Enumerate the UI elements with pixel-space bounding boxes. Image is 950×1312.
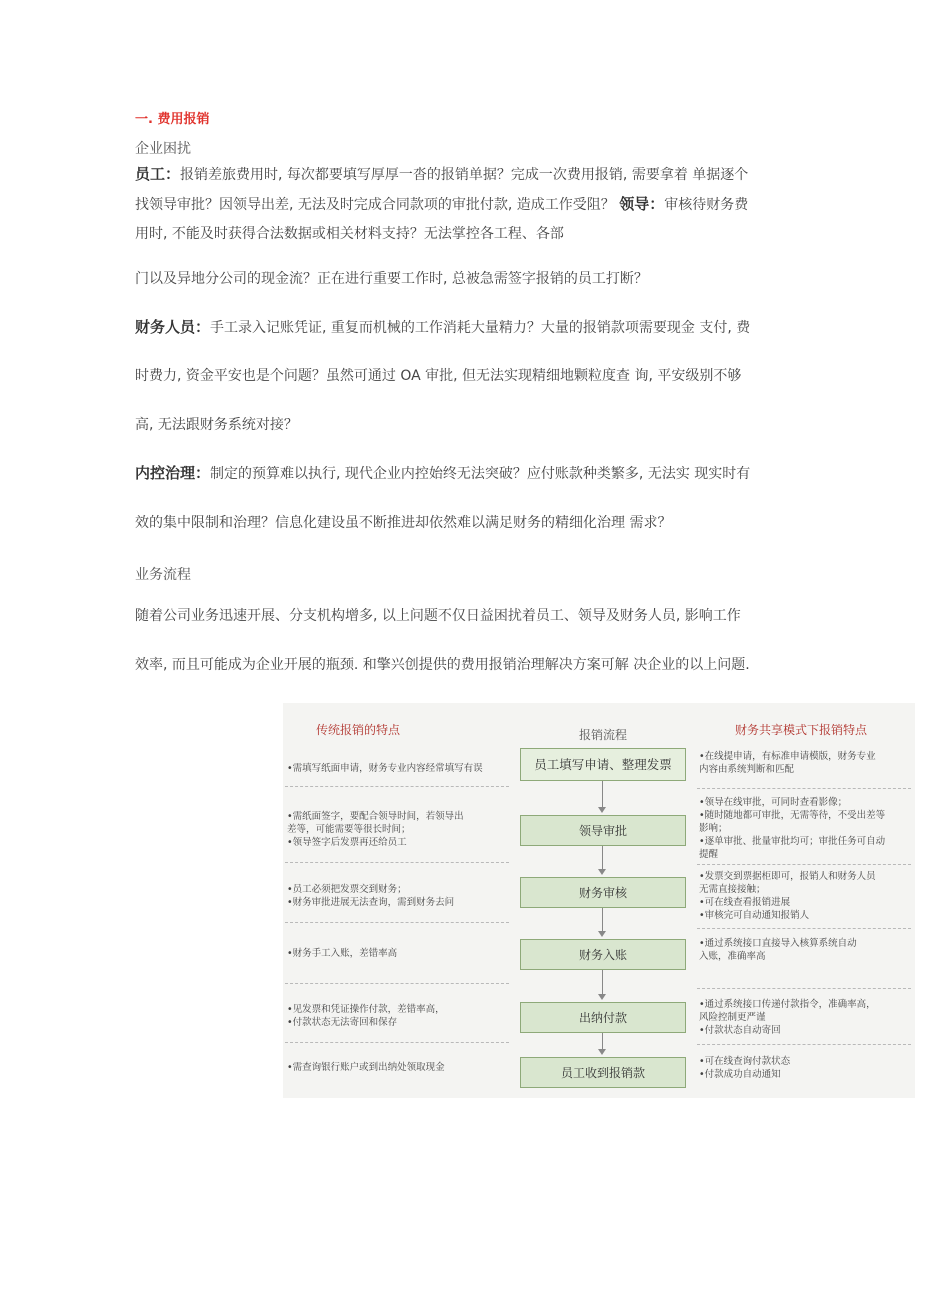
para3-line2: 效的集中限制和治理？信息化建设虽不断推进却依然难以满足财务的精细化治理 需求？ bbox=[135, 515, 672, 531]
para1-line1-text: 报销差旅费用时, 每次都要填写厚厚一沓的报销单据？完成一次费用报销, 需要拿着 单据逐个 bbox=[180, 167, 749, 183]
arrow-down-icon bbox=[598, 994, 606, 1000]
right-note-3: •发票交到票据柜即可，报销人和财务人员 无需直接接触； •可在线查看报销进展 •审核完可自动通知报销人 bbox=[699, 871, 876, 921]
para2-line2: 时费力, 资金平安也是个问题？虽然可通过 OA 审批, 但无法实现精细地颗粒度查 询, 平安级别不够 bbox=[135, 368, 742, 384]
section-title: 一. 费用报销 bbox=[135, 112, 210, 127]
arrow-down-icon bbox=[598, 931, 606, 937]
label-finance-staff: 财务人员： bbox=[135, 318, 211, 336]
right-note-5: •通过系统接口传递付款指令，准确率高， 风险控制更严谨 •付款状态自动寄回 bbox=[699, 999, 876, 1036]
right-note-1: •在线提申请，有标准申请模版，财务专业 内容由系统判断和匹配 bbox=[699, 751, 876, 775]
right-note-6: •可在线查询付款状态 •付款成功自动通知 bbox=[699, 1056, 791, 1080]
arrow-down-icon bbox=[598, 869, 606, 875]
para1-line1 bbox=[135, 163, 748, 184]
flow-connector bbox=[602, 970, 603, 995]
left-divider bbox=[285, 862, 509, 863]
right-divider bbox=[697, 788, 911, 789]
label-employee: 员工： bbox=[135, 165, 181, 183]
left-note-1: •需填写纸面申请，财务专业内容经常填写有误 bbox=[287, 763, 483, 774]
left-divider bbox=[285, 983, 509, 984]
left-note-5: •见发票和凭证操作付款，差错率高， •付款状态无法寄回和保存 bbox=[287, 1004, 445, 1028]
subtitle-business-flow: 业务流程 bbox=[135, 567, 191, 583]
flow-connector bbox=[602, 1033, 603, 1050]
para2-line1-text: 手工录入记账凭证, 重复而机械的工作消耗大量精力？大量的报销款项需要现金 支付, 费 bbox=[210, 320, 751, 336]
flow-step-employee-receives: 员工收到报销款 bbox=[520, 1057, 686, 1088]
shared-model-notes bbox=[695, 738, 913, 1098]
para1-line2-text: 找领导审批？因领导出差, 无法及时完成合同款项的审批付款, 造成工作受阻？ bbox=[135, 197, 620, 213]
figure-head-flow: 报销流程 bbox=[579, 728, 628, 742]
flow-connector bbox=[602, 908, 603, 932]
left-note-4: •财务手工入账，差错率高 bbox=[287, 948, 398, 959]
para4-line1: 随着公司业务迅速开展、分支机构增多, 以上问题不仅日益困扰着员工、领导及财务人员, 影响工作 bbox=[135, 608, 741, 624]
right-divider bbox=[697, 928, 911, 929]
flow-step-cashier-payment: 出纳付款 bbox=[520, 1002, 686, 1033]
flow-step-finance-review: 财务审核 bbox=[520, 877, 686, 908]
right-divider bbox=[697, 1044, 911, 1045]
right-divider bbox=[697, 864, 911, 865]
right-note-4: •通过系统接口直接导入核算系统自动 入账，准确率高 bbox=[699, 938, 857, 962]
figure-head-shared: 财务共享模式下报销特点 bbox=[735, 723, 868, 737]
para2-line1 bbox=[135, 316, 750, 337]
right-note-2: •领导在线审批，可同时查看影像； •随时随地都可审批，无需等待，不受出差等 影响； •逐单审批、批量审批均可；审批任务可自动 提醒 bbox=[699, 797, 886, 860]
label-leader: 领导： bbox=[619, 195, 665, 213]
left-note-2: •需纸面签字，要配合领导时间，若领导出 差等，可能需要等很长时间； •领导签字后发票再还给员工 bbox=[287, 811, 464, 848]
left-note-3: •员工必须把发票交到财务； •财务审批进展无法查询，需到财务去问 bbox=[287, 884, 455, 908]
flow-step-finance-posting: 财务入账 bbox=[520, 939, 686, 970]
arrow-down-icon bbox=[598, 807, 606, 813]
para3-line1 bbox=[135, 462, 750, 483]
para1-line4: 门以及异地分公司的现金流？正在进行重要工作时, 总被急需签字报销的员工打断？ bbox=[135, 271, 648, 287]
left-divider bbox=[285, 1042, 509, 1043]
para1-line3: 用时, 不能及时获得合法数据或相关材料支持？无法掌控各工程、各部 bbox=[135, 226, 564, 242]
reimbursement-flow-figure bbox=[283, 703, 915, 1098]
arrow-down-icon bbox=[598, 1049, 606, 1055]
label-internal-control: 内控治理： bbox=[135, 464, 211, 482]
para3-line1-text: 制定的预算难以执行, 现代企业内控始终无法突破？应付账款种类繁多, 无法实 现实时有 bbox=[210, 466, 751, 482]
traditional-notes bbox=[283, 738, 511, 1098]
flow-step-leader-approval: 领导审批 bbox=[520, 815, 686, 846]
flow-step-fill-application: 员工填写申请、整理发票 bbox=[520, 748, 686, 781]
left-note-6: •需查询银行账户或到出纳处领取现金 bbox=[287, 1062, 445, 1073]
left-divider bbox=[285, 786, 509, 787]
para1-line2 bbox=[135, 193, 748, 214]
right-divider bbox=[697, 988, 911, 989]
flow-connector bbox=[602, 846, 603, 870]
flow-connector bbox=[602, 781, 603, 809]
left-divider bbox=[285, 922, 509, 923]
subtitle-pain-points: 企业困扰 bbox=[135, 141, 191, 157]
para4-line2: 效率, 而且可能成为企业开展的瓶颈. 和擎兴创提供的费用报销治理解决方案可解 决企业的以上问题. bbox=[135, 657, 750, 673]
para2-line3: 高, 无法跟财务系统对接？ bbox=[135, 417, 298, 433]
para1-line2-text2: 审核待财务费 bbox=[664, 197, 749, 213]
figure-head-traditional: 传统报销的特点 bbox=[316, 723, 401, 737]
